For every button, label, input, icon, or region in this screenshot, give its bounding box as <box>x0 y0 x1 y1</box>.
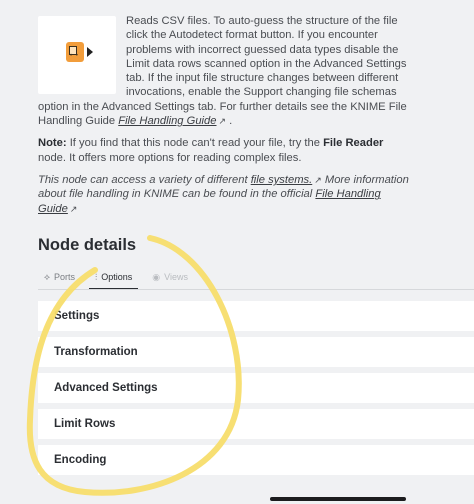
tabs-divider <box>38 289 474 290</box>
note-paragraph: Note: If you find that this node can't read your file, try the File Reader node. It offers more options for reading complex files. <box>38 137 384 164</box>
section-limit-rows[interactable]: Limit Rows <box>38 409 474 439</box>
node-description <box>38 14 410 224</box>
file-handling-guide-link-2[interactable]: File Handling Guide <box>38 188 381 215</box>
file-handling-guide-link[interactable]: File Handling Guide <box>118 115 217 128</box>
external-link-icon: ↗ <box>69 203 78 214</box>
node-details-title: Node details <box>38 236 137 254</box>
description-paragraph: Reads CSV files. To auto-guess the structure of the file click the Autodetect format button. If you encounter problems with incorrect guessed data types disable the Limit data rows scanned option in the Advanced Settings tab. If the input file structure changes between different invocations, enable the Support changing file schemas option in the Advanced Settings tab. For further details see the KNIME File Handling Guide File Handling Guide ↗ . <box>38 15 407 128</box>
node-details-tabs <box>38 266 194 290</box>
file-systems-link[interactable]: file systems. <box>250 173 313 186</box>
tab-ports[interactable]: ⟡ Ports <box>44 271 75 282</box>
section-encoding[interactable]: Encoding <box>38 445 474 475</box>
eye-icon: ◉ <box>152 271 161 282</box>
csv-reader-node-icon: • • <box>66 42 84 62</box>
home-indicator <box>270 497 406 501</box>
external-link-icon: ↗ <box>218 116 227 127</box>
section-transformation[interactable]: Transformation <box>38 337 474 367</box>
tab-views: ◉ Views <box>152 271 188 282</box>
options-sections <box>38 301 474 481</box>
ports-icon: ⟡ <box>44 271 50 282</box>
file-reader-mention: File Reader <box>323 137 384 150</box>
external-link-icon: ↗ <box>314 174 322 185</box>
sliders-icon: ⫶ <box>94 271 98 282</box>
tab-options[interactable]: ⫶ Options <box>89 266 138 290</box>
section-settings[interactable]: Settings <box>38 301 474 331</box>
file-systems-paragraph: This node can access a variety of different file systems. ↗ More information about file handling in KNIME can be found in the official File Handling Guide ↗ <box>38 173 409 215</box>
section-advanced-settings[interactable]: Advanced Settings <box>38 373 474 403</box>
